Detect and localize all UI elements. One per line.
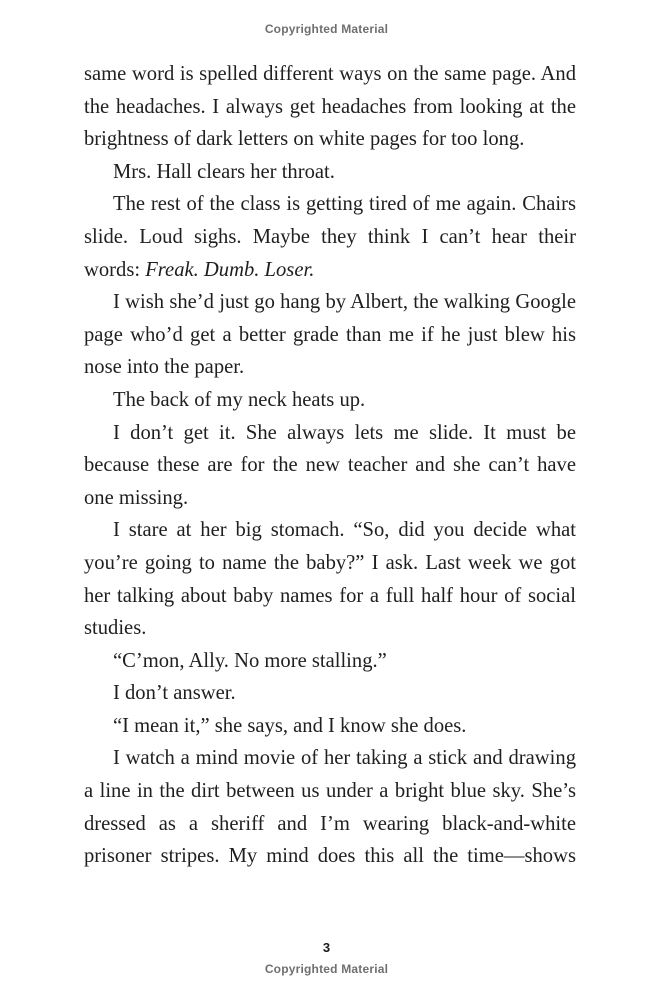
italic-thought-words: Freak. Dumb. Loser. xyxy=(145,258,315,281)
page-number: 3 xyxy=(322,940,331,955)
paragraph xyxy=(84,188,576,286)
paragraph: Mrs. Hall clears her throat. xyxy=(113,160,335,183)
paragraph: I stare at her big stomach. “So, did you decide what you’re going to name the baby?” I ask. Last week we got her talking about baby names for a full half hour of social studies. xyxy=(84,519,576,640)
paragraph-text: The rest of the class is getting tired of me again. Chairs slide. Loud sighs. Maybe they think I can’t hear their words: xyxy=(84,193,576,281)
paragraph: “I mean it,” she says, and I know she does. xyxy=(113,714,467,737)
header-copyright-notice: Copyrighted Material xyxy=(264,22,389,36)
paragraph: same word is spelled different ways on the same page. And the headaches. I always get headaches from looking at the brightness of dark letters on white pages for too long. xyxy=(84,63,576,151)
paragraph: I wish she’d just go hang by Albert, the walking Google page who’d get a better grade than me if he just blew his nose into the paper. xyxy=(84,291,576,379)
paragraph: The back of my neck heats up. xyxy=(113,388,366,411)
paragraph: I don’t answer. xyxy=(113,682,236,705)
footer-copyright-notice: Copyrighted Material xyxy=(264,962,389,976)
paragraph: I watch a mind movie of her taking a stick and drawing a line in the dirt between us under a bright blue sky. She’s dressed as a sheriff and I’m wearing black-and-white prisoner stripes. My mind does this all the time—shows xyxy=(84,747,576,868)
page-body-text xyxy=(84,58,576,873)
paragraph: “C’mon, Ally. No more stalling.” xyxy=(113,649,387,672)
paragraph: I don’t get it. She always lets me slide. It must be because these are for the new teacher and she can’t have one missing. xyxy=(84,421,576,509)
